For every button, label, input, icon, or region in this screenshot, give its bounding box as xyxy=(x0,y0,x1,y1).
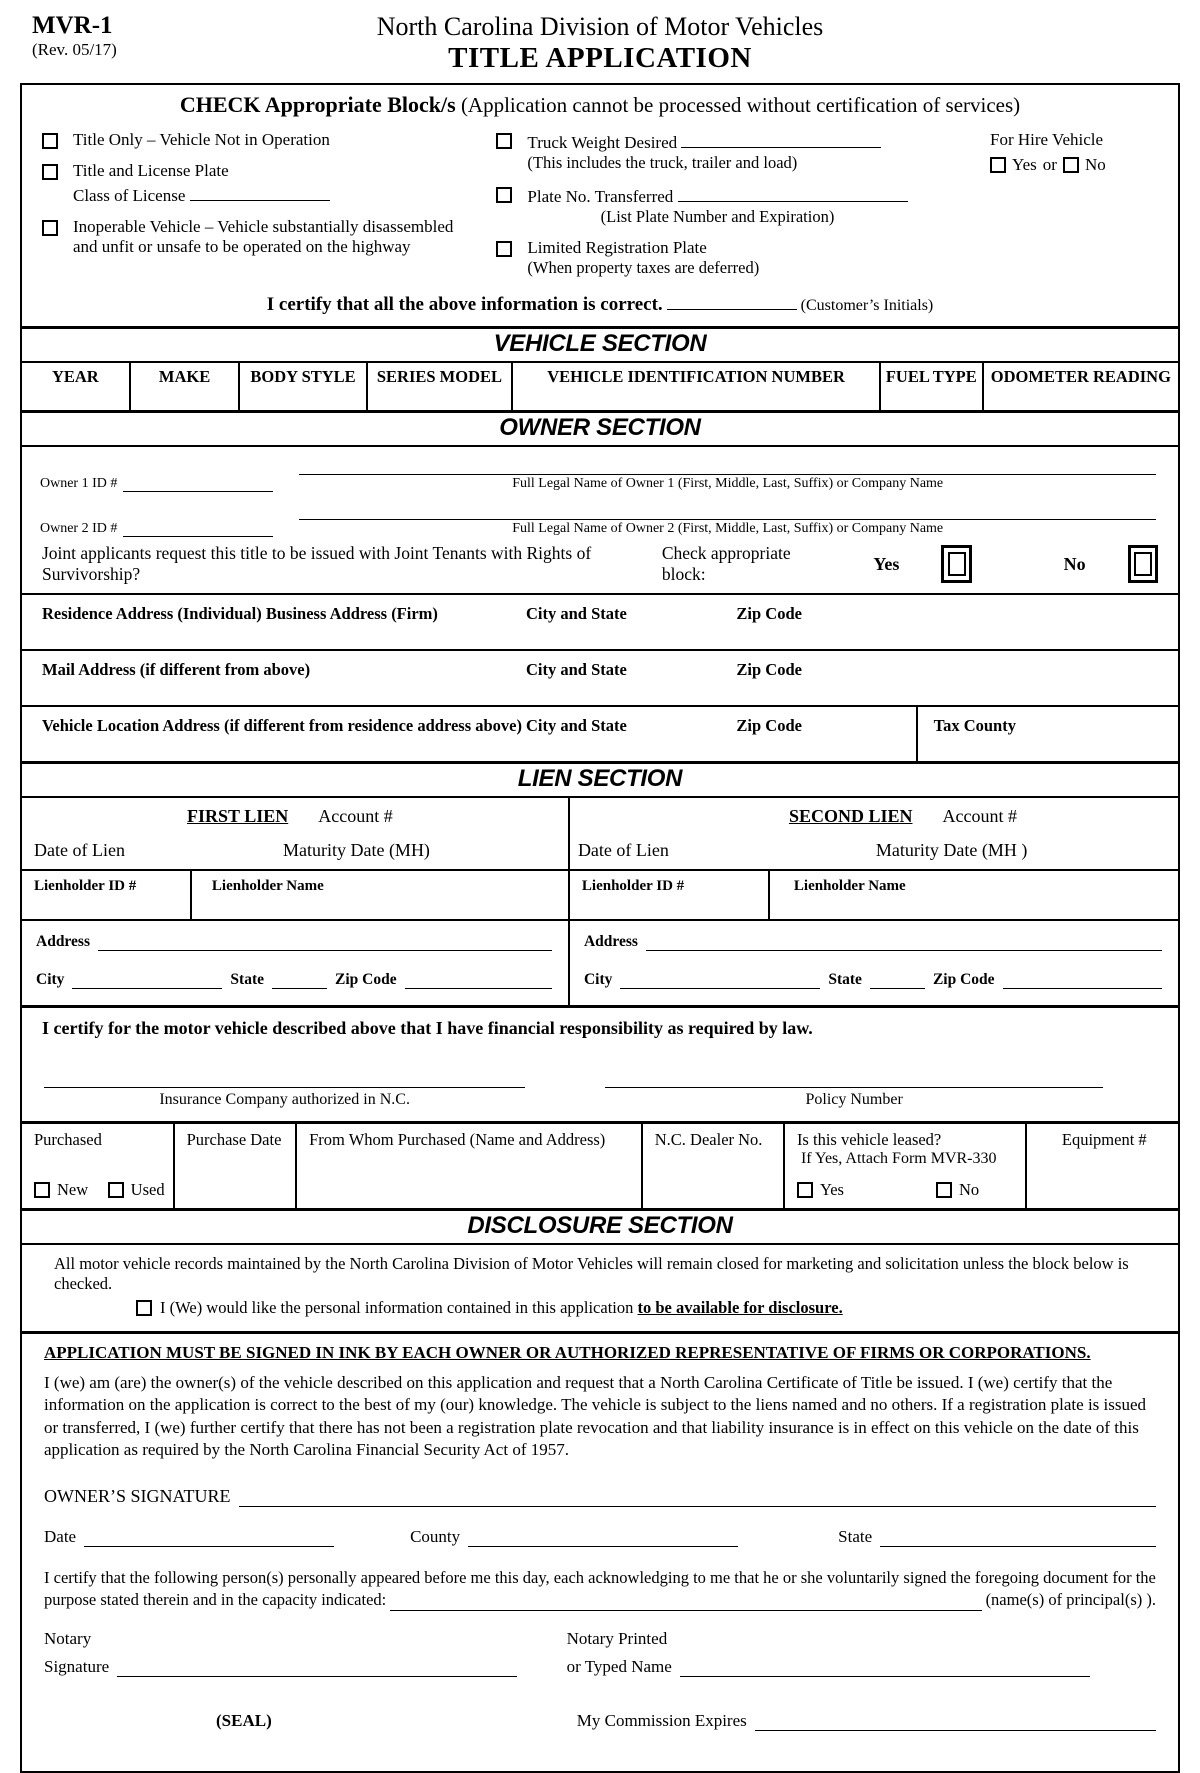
title-and-plate-option xyxy=(42,161,496,206)
second-lien-zip-blank[interactable] xyxy=(1003,973,1162,990)
commission-expires-blank[interactable] xyxy=(755,1713,1156,1731)
joint-tenants-question: Joint applicants request this title to be issued with Joint Tenants with Rights of Survivorship? xyxy=(42,543,592,584)
owners-signature-blank[interactable] xyxy=(239,1488,1157,1507)
check-options-left xyxy=(42,130,496,289)
limited-registration-checkbox[interactable] xyxy=(496,241,512,257)
form-number: MVR-1 xyxy=(32,12,113,39)
leased-yes-label: Yes xyxy=(819,1180,844,1199)
disclosure-section-header: DISCLOSURE SECTION xyxy=(22,1208,1178,1245)
truck-weight-option xyxy=(496,130,962,173)
policy-number-field xyxy=(565,1085,1178,1109)
owner2-name-field xyxy=(299,507,1156,537)
title-and-plate-text xyxy=(73,161,330,206)
owner1-name-caption: Full Legal Name of Owner 1 (First, Middle, Last, Suffix) or Company Name xyxy=(512,476,944,491)
mail-address-label: Mail Address (if different from above) xyxy=(42,660,311,679)
first-lien-city-line xyxy=(36,971,552,989)
joint-no-checkbox-inner xyxy=(1134,552,1152,576)
purchased-cell xyxy=(22,1124,175,1208)
for-hire-yes-label: Yes xyxy=(1012,155,1037,174)
notary-printed-field xyxy=(567,1629,1156,1677)
vehicle-leased-choices xyxy=(797,1180,1017,1200)
notary-signature-block xyxy=(44,1629,1156,1677)
vehicle-col-fuel-type[interactable]: FUEL TYPE xyxy=(881,363,984,410)
title-and-plate-checkbox[interactable] xyxy=(42,164,58,180)
mail-city-state-label: City and State xyxy=(526,660,627,679)
certify-info-text: I certify that all the above information is correct. xyxy=(266,294,663,315)
plate-transferred-text xyxy=(527,184,907,227)
certify-info-line xyxy=(22,289,1178,326)
first-lien-maturity-label[interactable]: Maturity Date (MH) xyxy=(282,840,430,860)
check-section-heading: CHECK Appropriate Block/s xyxy=(179,92,456,117)
principals-caption: (name(s) of principal(s) ). xyxy=(985,1590,1156,1610)
second-lien-city-blank[interactable] xyxy=(620,973,820,990)
policy-number-blank[interactable] xyxy=(605,1085,1103,1088)
limited-registration-text xyxy=(527,238,759,278)
first-lien-address-label: Address xyxy=(36,933,90,950)
title-only-option xyxy=(42,130,496,150)
residence-zip-label: Zip Code xyxy=(736,604,802,623)
notary-typed-label: or Typed Name xyxy=(566,1657,672,1677)
leased-yes-checkbox[interactable] xyxy=(797,1182,813,1198)
inoperable-text xyxy=(73,217,453,257)
truck-weight-label: Truck Weight Desired xyxy=(527,133,678,152)
second-lien-city-line xyxy=(584,971,1162,989)
check-options-grid xyxy=(22,122,1178,289)
first-lien-zip-label: Zip Code xyxy=(335,971,397,988)
insurance-lines xyxy=(22,1085,1178,1109)
owner2-name-blank[interactable] xyxy=(299,507,1156,520)
insurance-company-caption: Insurance Company authorized in N.C. xyxy=(159,1091,410,1108)
purchase-date-cell[interactable]: Purchase Date xyxy=(175,1124,298,1208)
form-header xyxy=(20,12,1180,75)
county-blank[interactable] xyxy=(468,1529,738,1547)
vehicle-col-body-style[interactable]: BODY STYLE xyxy=(240,363,367,410)
plate-transferred-row xyxy=(527,184,907,207)
truck-weight-blank[interactable] xyxy=(681,130,881,148)
notary-label: Notary xyxy=(44,1629,92,1649)
disclosure-line2 xyxy=(54,1298,1148,1318)
county-label: County xyxy=(410,1526,461,1546)
owner2-id-blank[interactable] xyxy=(123,522,273,537)
lien-address-row xyxy=(22,919,1178,1005)
form-title-block xyxy=(210,12,990,75)
first-lienholder-id-cell[interactable]: Lienholder ID # xyxy=(22,871,192,919)
plate-transferred-note: (List Plate Number and Expiration) xyxy=(600,207,835,226)
owner2-id-label: Owner 2 ID # xyxy=(40,521,118,536)
purchase-row xyxy=(22,1121,1178,1208)
notary-signature-field xyxy=(44,1629,567,1677)
vehicle-col-year[interactable]: YEAR xyxy=(22,363,131,410)
lien-section xyxy=(22,798,1178,1005)
inoperable-option xyxy=(42,217,496,257)
first-lien-head xyxy=(22,798,570,869)
joint-no-checkbox[interactable] xyxy=(1128,545,1158,583)
second-lien-title: SECOND LIEN xyxy=(788,806,913,826)
plate-transferred-checkbox[interactable] xyxy=(496,187,512,203)
second-lien-head xyxy=(570,798,1178,869)
commission-expires-label: My Commission Expires xyxy=(576,1711,747,1731)
vehicle-col-make[interactable]: MAKE xyxy=(131,363,241,410)
residence-address-row[interactable] xyxy=(22,593,1178,649)
joint-yes-label: Yes xyxy=(873,553,900,574)
mail-address-row[interactable] xyxy=(22,649,1178,705)
owner2-row xyxy=(22,507,1178,537)
insurance-company-field xyxy=(22,1085,565,1109)
document-title: TITLE APPLICATION xyxy=(448,42,752,74)
leased-no-checkbox[interactable] xyxy=(936,1182,952,1198)
truck-weight-checkbox[interactable] xyxy=(496,133,512,149)
agency-name: North Carolina Division of Motor Vehicles xyxy=(376,12,824,41)
truck-weight-text xyxy=(527,130,881,173)
second-lien-city-label: City xyxy=(583,971,613,988)
owner-section-header: OWNER SECTION xyxy=(22,410,1178,447)
second-lien-account-label[interactable]: Account # xyxy=(942,806,1017,826)
vehicle-location-address-row[interactable] xyxy=(22,705,1178,761)
owner-section xyxy=(22,462,1178,761)
owners-signature-label: OWNER’S SIGNATURE xyxy=(44,1485,231,1506)
first-lien-address-blank[interactable] xyxy=(98,935,552,952)
second-lien-maturity-label[interactable]: Maturity Date (MH ) xyxy=(875,840,1028,860)
first-lien-zip-blank[interactable] xyxy=(405,973,552,990)
purchased-choices xyxy=(34,1180,165,1200)
vehicle-leased-cell xyxy=(785,1124,1027,1208)
state-label: State xyxy=(838,1526,873,1546)
owner1-id-label: Owner 1 ID # xyxy=(40,476,118,491)
title-and-plate-label: Title and License Plate xyxy=(73,161,229,180)
second-lien-address-blank[interactable] xyxy=(646,935,1162,952)
vehicle-table xyxy=(22,363,1178,410)
notary-printed-label: Notary Printed xyxy=(566,1629,668,1649)
second-lien-date-row xyxy=(570,840,1178,861)
form-id-block xyxy=(20,12,210,60)
second-lien-address-block xyxy=(570,921,1178,1005)
check-section-title xyxy=(22,85,1178,122)
seal-label: (SEAL) xyxy=(216,1711,272,1731)
for-hire-or-label: or xyxy=(1042,155,1057,174)
first-lien-city-blank[interactable] xyxy=(72,973,222,990)
check-options-middle xyxy=(496,130,962,289)
for-hire-no-label: No xyxy=(1084,155,1106,174)
customer-initials-blank[interactable] xyxy=(667,293,797,310)
class-of-license-blank[interactable] xyxy=(190,183,330,201)
vehicle-col-odometer[interactable]: ODOMETER READING xyxy=(990,367,1171,386)
truck-weight-row xyxy=(527,130,881,153)
check-section-heading-note: (Application cannot be processed without certification of services) xyxy=(460,93,1021,117)
owner1-name-blank[interactable] xyxy=(299,462,1156,475)
notary-signature-line xyxy=(44,1657,567,1677)
purchased-label: Purchased xyxy=(34,1130,102,1149)
vehicle-location-address-label: Vehicle Location Address (if different from residence address above) xyxy=(42,716,522,735)
form-revision: (Rev. 05/17) xyxy=(32,40,117,59)
residence-address-label: Residence Address (Individual) Business Address (Firm) xyxy=(42,604,438,623)
joint-yes-checkbox[interactable] xyxy=(941,545,971,583)
date-county-state-row xyxy=(44,1527,1156,1547)
for-hire-no-checkbox[interactable] xyxy=(1063,157,1079,173)
owner1-row xyxy=(22,462,1178,492)
inoperable-label-line1: Inoperable Vehicle – Vehicle substantially disassembled xyxy=(73,217,454,236)
second-lien-state-blank[interactable] xyxy=(870,973,925,990)
lienholder-row xyxy=(22,869,1178,919)
check-section xyxy=(22,85,1178,326)
insurance-certification xyxy=(22,1005,1178,1121)
second-lien-zip-label: Zip Code xyxy=(932,971,995,988)
limited-registration-option xyxy=(496,238,962,278)
leased-no-label: No xyxy=(958,1180,980,1199)
owner2-name-caption: Full Legal Name of Owner 2 (First, Middle, Last, Suffix) or Company Name xyxy=(512,521,944,536)
second-lien-address-line xyxy=(584,933,1162,951)
for-hire-choices xyxy=(990,155,1164,175)
notary-typed-line xyxy=(567,1657,1156,1677)
first-lien-account-label[interactable]: Account # xyxy=(318,806,393,826)
vehicle-leased-question: Is this vehicle leased? xyxy=(796,1130,942,1149)
second-lienholder-name-cell[interactable]: Lienholder Name xyxy=(793,878,906,894)
first-lien-city-label: City xyxy=(36,971,65,988)
policy-number-caption: Policy Number xyxy=(805,1091,903,1108)
plate-transferred-label: Plate No. Transferred xyxy=(527,187,674,206)
signature-heading: APPLICATION MUST BE SIGNED IN INK BY EACH OWNER OR AUTHORIZED REPRESENTATIVE OF FIRMS OR CORPORATIONS. xyxy=(44,1343,1091,1362)
for-hire-label: For Hire Vehicle xyxy=(990,130,1104,149)
notary-acknowledgment-line1: I certify that the following person(s) personally appeared before me this day, each acknowledging to me that he or she voluntarily signed the foregoing document for the xyxy=(44,1567,1156,1587)
vehicle-section-header: VEHICLE SECTION xyxy=(22,326,1178,363)
seal-row xyxy=(44,1711,1156,1771)
limited-registration-note: (When property taxes are deferred) xyxy=(527,258,760,277)
joint-yes-checkbox-inner xyxy=(948,552,966,576)
title-only-checkbox[interactable] xyxy=(42,133,58,149)
owners-signature-row xyxy=(44,1486,1156,1507)
disclosure-consent-underlined: to be available for disclosure. xyxy=(637,1298,843,1317)
nc-dealer-no-cell[interactable]: N.C. Dealer No. xyxy=(643,1124,785,1208)
notary-acknowledgment-line2 xyxy=(44,1589,1156,1611)
insurance-company-blank[interactable] xyxy=(44,1085,525,1088)
first-lienholder-name-cell[interactable]: Lienholder Name xyxy=(192,871,570,919)
first-lien-date-label[interactable]: Date of Lien xyxy=(34,840,125,860)
vehicle-col-vin[interactable]: VEHICLE IDENTIFICATION NUMBER xyxy=(513,363,881,410)
joint-no-label: No xyxy=(1063,553,1086,574)
vehicle-location-city-state-label: City and State xyxy=(526,716,627,735)
state-blank[interactable] xyxy=(880,1529,1156,1547)
disclosure-section xyxy=(22,1245,1178,1331)
residence-city-state-label: City and State xyxy=(526,604,627,623)
mail-zip-label: Zip Code xyxy=(736,660,802,679)
disclosure-line1: All motor vehicle records maintained by the North Carolina Division of Motor Vehicles will remain closed for marketing and solicitation unless the block below is checked. xyxy=(54,1254,1129,1293)
plate-transferred-blank[interactable] xyxy=(678,184,908,202)
lien-section-header: LIEN SECTION xyxy=(22,761,1178,798)
first-lien-address-block xyxy=(22,921,570,1005)
principals-blank[interactable] xyxy=(390,1594,981,1612)
purchased-new-checkbox[interactable] xyxy=(34,1182,50,1198)
date-blank[interactable] xyxy=(84,1529,334,1547)
joint-tenants-row xyxy=(22,537,1178,593)
inoperable-label-line2: and unfit or unsafe to be operated on the highway xyxy=(73,237,411,256)
plate-transferred-option xyxy=(496,184,962,227)
first-lien-state-label: State xyxy=(230,971,264,988)
first-lien-title-row xyxy=(22,806,568,827)
from-whom-purchased-cell[interactable]: From Whom Purchased (Name and Address) xyxy=(297,1124,643,1208)
vehicle-location-zip-label: Zip Code xyxy=(736,716,802,735)
second-lien-address-label: Address xyxy=(583,933,638,950)
first-lien-state-blank[interactable] xyxy=(272,973,327,990)
purchased-new-label: New xyxy=(57,1180,89,1199)
owner1-name-field xyxy=(299,462,1156,492)
owner1-id-blank[interactable] xyxy=(123,477,273,492)
form-body xyxy=(20,83,1180,1773)
limited-registration-label: Limited Registration Plate xyxy=(527,238,707,257)
second-lien-state-label: State xyxy=(828,971,862,988)
insurance-certify-text: I certify for the motor vehicle described above that I have financial responsibility as required by law. xyxy=(42,1018,813,1038)
disclosure-consent-main: I (We) would like the personal information contained in this application xyxy=(160,1298,634,1317)
signature-section xyxy=(22,1331,1178,1771)
vehicle-leased-note: If Yes, Attach Form MVR-330 xyxy=(800,1150,997,1167)
date-label: Date xyxy=(44,1526,77,1546)
disclosure-checkbox[interactable] xyxy=(136,1300,152,1316)
lien-head-row xyxy=(22,798,1178,869)
vehicle-col-series-model[interactable]: SERIES MODEL xyxy=(368,363,514,410)
for-hire-yes-checkbox[interactable] xyxy=(990,157,1006,173)
purchased-used-label: Used xyxy=(130,1180,165,1199)
signature-paragraph: I (we) am (are) the owner(s) of the vehicle described on this application and request that a North Carolina Certificate of Title be issued. I (we) certify that the information on the application is correct to the best of my (our) knowledge. The vehicle is subject to the liens named and no others. If a registration plate is issued or transferred, I (we) further certify that there has not been a registration plate revocation and that liability insurance is in effect on this vehicle on the date of this application as required by the North Carolina Financial Security Act of 1957. xyxy=(44,1373,1147,1460)
notary-acknowledgment-line2-text: purpose stated therein and in the capacity indicated: xyxy=(44,1590,387,1610)
joint-tenants-instruction: Check appropriate block: xyxy=(661,543,791,584)
tax-county-cell[interactable]: Tax County xyxy=(916,707,1178,761)
title-only-label: Title Only – Vehicle Not in Operation xyxy=(73,130,330,149)
class-of-license-label: Class of License xyxy=(73,186,186,205)
inoperable-checkbox[interactable] xyxy=(42,220,58,236)
truck-weight-note: (This includes the truck, trailer and load) xyxy=(527,153,798,172)
second-lienholder-id-cell[interactable]: Lienholder ID # xyxy=(570,871,770,919)
for-hire-block xyxy=(962,130,1164,289)
second-lien-date-label[interactable]: Date of Lien xyxy=(577,840,669,860)
second-lien-title-row xyxy=(570,806,1178,827)
customer-initials-note: (Customer’s Initials) xyxy=(800,297,934,314)
first-lien-title: FIRST LIEN xyxy=(187,806,289,826)
disclosure-consent-text xyxy=(160,1298,843,1318)
first-lien-address-line xyxy=(36,933,552,951)
equipment-number-cell[interactable]: Equipment # xyxy=(1061,1130,1147,1149)
notary-signature-blank[interactable] xyxy=(117,1659,516,1677)
notary-typed-blank[interactable] xyxy=(680,1659,1090,1677)
class-of-license-row xyxy=(73,183,330,206)
notary-acknowledgment xyxy=(44,1567,1156,1612)
first-lien-date-row xyxy=(22,840,568,861)
notary-signature-label: Signature xyxy=(44,1657,110,1677)
purchased-used-checkbox[interactable] xyxy=(108,1182,124,1198)
